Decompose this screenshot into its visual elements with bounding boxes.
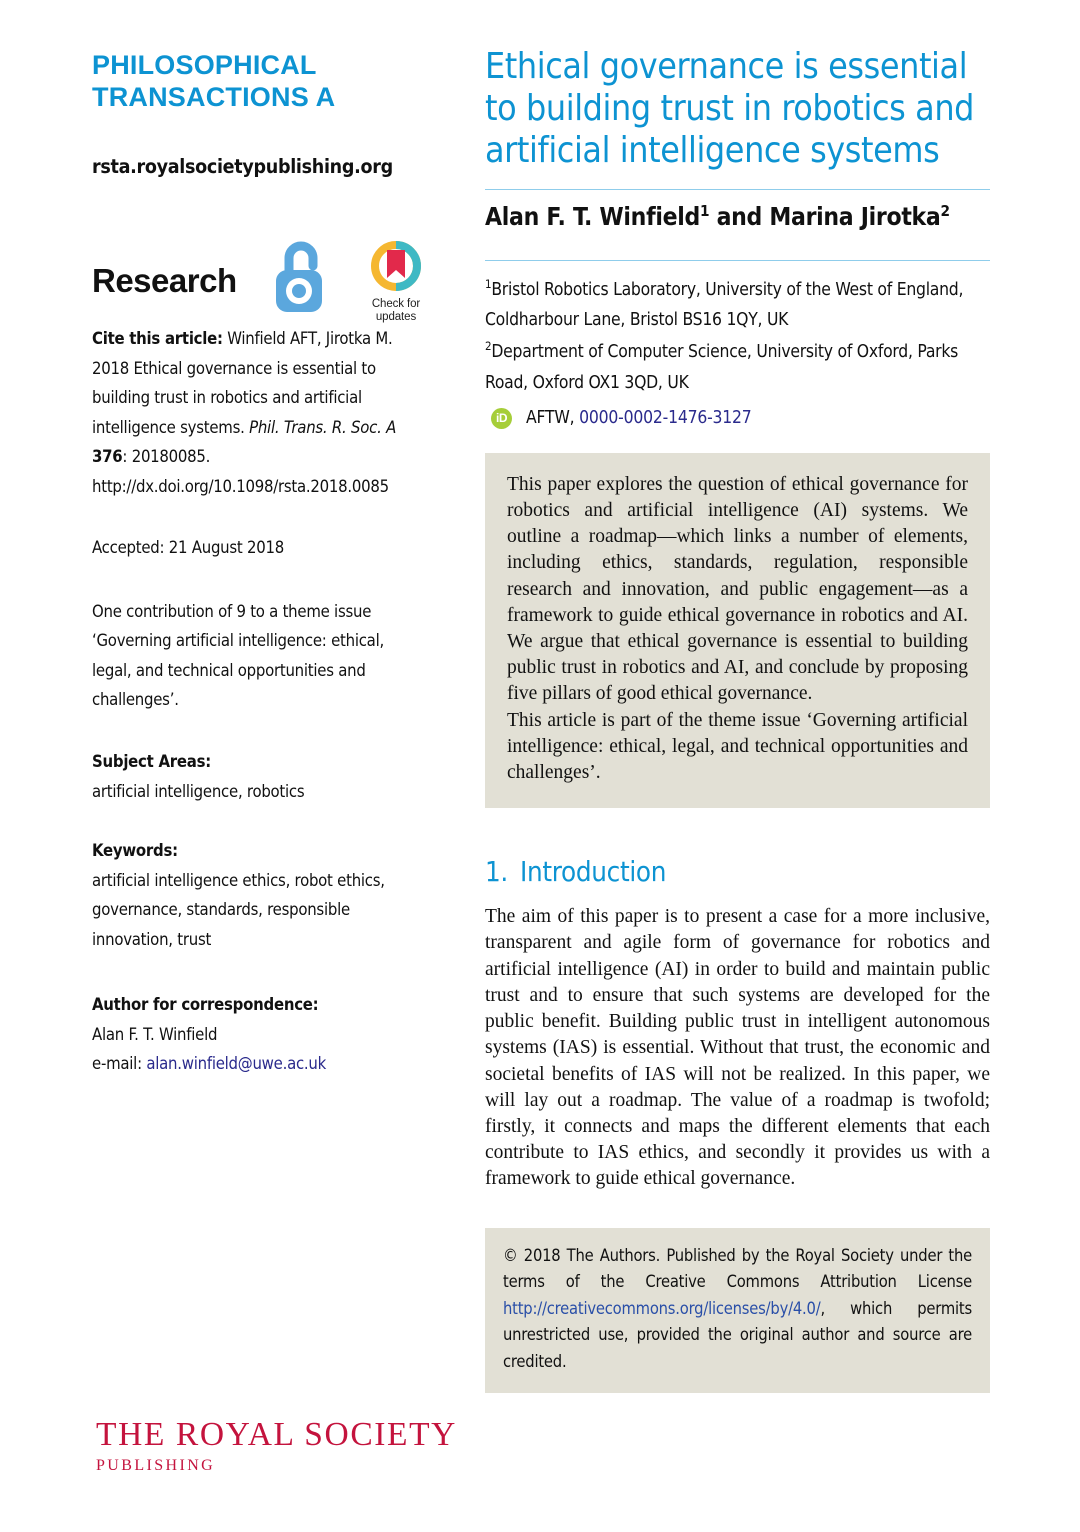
author-conjunction: and Marina Jirotka bbox=[709, 201, 941, 231]
royal-society-logo-sub: PUBLISHING bbox=[96, 1456, 216, 1474]
copyright-statement: © 2018 The Authors. Published by the Royal Society under the terms of the Creative Commons Attribution License bbox=[503, 1245, 972, 1292]
cite-label: Cite this article: bbox=[92, 329, 223, 349]
subject-areas-label: Subject Areas: bbox=[92, 752, 211, 771]
orcid-author-initials: AFTW, bbox=[526, 408, 580, 429]
journal-website-url[interactable]: rsta.royalsocietypublishing.org bbox=[92, 155, 393, 179]
correspondence-name: Alan F. T. Winfield bbox=[92, 1024, 218, 1044]
open-access-lock-icon bbox=[272, 240, 330, 319]
orcid-row[interactable] bbox=[491, 408, 990, 429]
copyright-license-box bbox=[485, 1228, 990, 1393]
introduction-paragraph: The aim of this paper is to present a case for a more inclusive, transparent and agile form of governance for robotics and artificial intelligence (AI) in order to build and maintain public trust and to ensure that such systems are developed for the public benefit. Building public trust in intelligent autonomous systems (IAS) is essential. Without that trust, the economic and societal benefits of IAS will not be realized. In this paper, we will lay out a roadmap. The value of a roadmap is twofold; firstly, it connects and maps the different elements that each contribute to IAS ethics, and secondly it provides us with a framework to guide ethical governance. bbox=[485, 906, 990, 1190]
cite-pages: : 20180085. bbox=[122, 447, 211, 467]
keywords-block bbox=[92, 836, 427, 954]
crossmark-check-for-updates-icon bbox=[370, 240, 422, 292]
page-title: Ethical governance is essential to building trust in robotics and artificial intelligence systems bbox=[485, 46, 975, 172]
creative-commons-link[interactable]: http://creativecommons.org/licenses/by/4.0/ bbox=[503, 1298, 821, 1318]
affiliation-one-text: Bristol Robotics Laboratory, University of the West of England, Coldharbour Lane, Bristol BS16 1QY, UK bbox=[485, 279, 964, 331]
journal-masthead-line2: TRANSACTIONS A bbox=[92, 81, 336, 112]
affiliation-two-marker: 2 bbox=[485, 339, 492, 354]
article-type-row bbox=[92, 240, 427, 324]
crossmark-label-line1: Check for bbox=[371, 298, 421, 311]
correspondence-email-link[interactable]: alan.winfield@uwe.ac.uk bbox=[146, 1054, 327, 1074]
copyright-text bbox=[503, 1243, 972, 1376]
author-one: Alan F. T. Winfield bbox=[485, 201, 700, 231]
article-type-label: Research bbox=[92, 262, 237, 300]
section-number: 1. bbox=[485, 856, 508, 889]
orcid-icon: iD bbox=[491, 408, 512, 429]
cite-this-article-block bbox=[92, 324, 427, 501]
abstract-paragraph-2: This article is part of the theme issue ‘Governing artificial intelligence: ethical, legal, and technical opportunities and challenges’. bbox=[507, 709, 968, 784]
section-heading-introduction bbox=[485, 856, 990, 888]
abstract-paragraph-1: This paper explores the question of ethical governance for robotics and artificial intelligence (AI) systems. We outline a roadmap—which links a number of elements, including ethics, standards, regulation, responsible research and innovation, and public engagement—as a framework to guide ethical governance in robotics and AI. We argue that ethical governance is essential to building public trust in robotics and AI, and conclude by proposing five pillars of good ethical governance. bbox=[507, 473, 968, 705]
author-divider-rule bbox=[485, 260, 990, 261]
cite-journal-name: Phil. Trans. R. Soc. A bbox=[249, 417, 397, 437]
abstract-box bbox=[485, 453, 990, 809]
affiliations-block bbox=[485, 274, 990, 399]
affiliation-two-text: Department of Computer Science, University of Oxford, Parks Road, Oxford OX1 3QD, UK bbox=[485, 342, 959, 393]
correspondence-email-label: e-mail: bbox=[92, 1054, 147, 1074]
subject-areas-block bbox=[92, 747, 427, 806]
journal-sidebar bbox=[92, 50, 427, 1079]
orcid-text bbox=[526, 408, 752, 428]
cite-authors-year: Winfield AFT, Jirotka M. 2018 bbox=[92, 329, 393, 378]
cite-article-title: Ethical governance is essential to building trust in robotics and artificial intelligence systems. bbox=[92, 358, 376, 437]
journal-masthead bbox=[92, 50, 427, 113]
royal-society-logo-main: THE ROYAL SOCIETY bbox=[96, 1416, 457, 1453]
copyright-conditions: , which permits unrestricted use, provided the original author and source are credited. bbox=[503, 1298, 972, 1371]
keywords-label: Keywords: bbox=[92, 841, 178, 861]
section-title: Introduction bbox=[520, 856, 667, 889]
author-one-affiliation-marker: 1 bbox=[699, 201, 710, 220]
subject-areas-value: artificial intelligence, robotics bbox=[92, 781, 305, 801]
author-list bbox=[485, 190, 990, 244]
accepted-date: Accepted: 21 August 2018 bbox=[92, 538, 284, 558]
cite-doi-url[interactable]: http://dx.doi.org/10.1098/rsta.2018.0085 bbox=[92, 476, 389, 496]
article-main-column bbox=[485, 46, 990, 1393]
affiliation-one-marker: 1 bbox=[485, 276, 492, 291]
crossmark-label bbox=[350, 298, 442, 324]
crossmark-label-line2: updates bbox=[375, 311, 417, 324]
theme-issue-contribution: One contribution of 9 to a theme issue ‘Governing artificial intelligence: ethical, legal, and technical opportunities and challenges’. bbox=[92, 601, 384, 710]
author-two-affiliation-marker: 2 bbox=[940, 201, 950, 220]
journal-masthead-line1: PHILOSOPHICAL bbox=[92, 50, 317, 80]
cite-volume: 376 bbox=[92, 447, 123, 467]
orcid-identifier[interactable]: 0000-0002-1476-3127 bbox=[579, 408, 752, 429]
crossmark-badge[interactable] bbox=[350, 240, 442, 324]
correspondence-label: Author for correspondence: bbox=[92, 995, 319, 1015]
author-correspondence-block bbox=[92, 990, 427, 1079]
royal-society-publishing-logo bbox=[96, 1418, 457, 1474]
keywords-value: artificial intelligence ethics, robot ethics, governance, standards, responsible innovation, trust bbox=[92, 870, 385, 949]
